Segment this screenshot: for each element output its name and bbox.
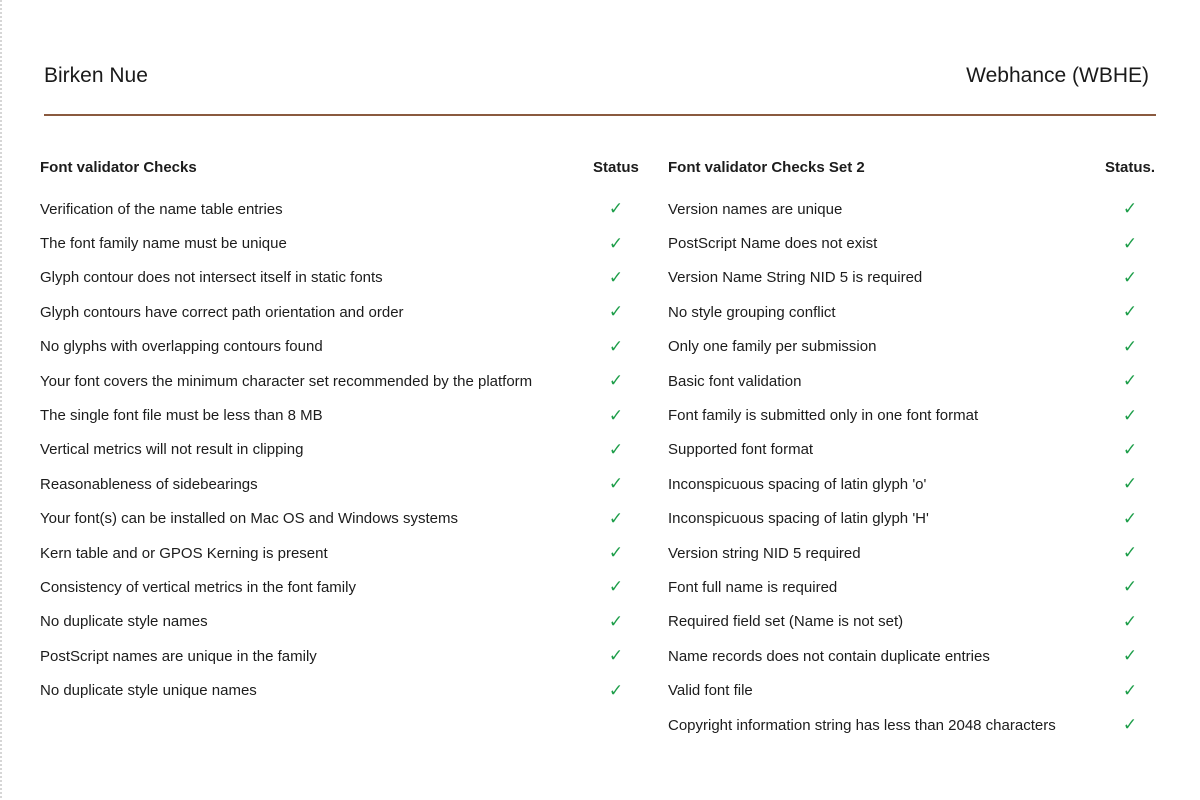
- checkmark-icon: ✓: [1122, 646, 1138, 666]
- right-check-row: [668, 364, 1162, 398]
- left-check-row: [40, 398, 645, 432]
- right-check-row: [668, 192, 1162, 226]
- left-check-row: [40, 605, 645, 639]
- checkmark-icon: ✓: [608, 371, 624, 391]
- left-check-row: [40, 295, 645, 329]
- checkmark-icon: ✓: [1122, 543, 1138, 563]
- left-check-row: [40, 536, 645, 570]
- checkmark-icon: ✓: [608, 336, 624, 356]
- left-checks-table: [40, 150, 645, 708]
- page-edge: [0, 0, 2, 800]
- check-label: PostScript names are unique in the family: [40, 647, 317, 665]
- check-label: Version names are unique: [668, 200, 843, 218]
- checkmark-icon: ✓: [1122, 611, 1138, 631]
- left-check-row: [40, 364, 645, 398]
- check-label: Vertical metrics will not result in clipping: [40, 441, 304, 459]
- right-checks-table: [668, 150, 1162, 742]
- checkmark-icon: ✓: [608, 474, 624, 494]
- check-label: Basic font validation: [668, 372, 802, 390]
- checkmark-icon: ✓: [608, 543, 624, 563]
- check-label: Version Name String NID 5 is required: [668, 269, 923, 287]
- checkmark-icon: ✓: [1122, 233, 1138, 253]
- check-label: Kern table and or GPOS Kerning is present: [40, 544, 328, 562]
- check-label: Font full name is required: [668, 578, 838, 596]
- checkmark-icon: ✓: [608, 508, 624, 528]
- font-name-title: Birken Nue: [44, 64, 148, 87]
- right-check-row: [668, 570, 1162, 604]
- check-label: Consistency of vertical metrics in the font family: [40, 578, 356, 596]
- check-label: Glyph contour does not intersect itself in static fonts: [40, 269, 383, 287]
- check-label: The font family name must be unique: [40, 235, 287, 253]
- check-label: Your font covers the minimum character set recommended by the platform: [40, 372, 533, 390]
- right-check-row: [668, 261, 1162, 295]
- left-check-row: [40, 639, 645, 673]
- right-check-row: [668, 708, 1162, 742]
- left-check-row: [40, 433, 645, 467]
- left-check-row: [40, 502, 645, 536]
- check-label: No style grouping conflict: [668, 303, 836, 321]
- check-label: Reasonableness of sidebearings: [40, 475, 258, 493]
- checkmark-icon: ✓: [1122, 577, 1138, 597]
- check-label: PostScript Name does not exist: [668, 235, 878, 253]
- checkmark-icon: ✓: [608, 405, 624, 425]
- check-label: The single font file must be less than 8 MB: [40, 407, 323, 425]
- checkmark-icon: ✓: [608, 646, 624, 666]
- left-table-rows: [40, 192, 645, 708]
- header-divider: [44, 114, 1156, 116]
- left-check-row: [40, 261, 645, 295]
- left-check-row: [40, 570, 645, 604]
- checkmark-icon: ✓: [1122, 199, 1138, 219]
- left-check-row: [40, 673, 645, 707]
- check-label: No duplicate style names: [40, 613, 208, 631]
- left-table-title: Font validator Checks: [40, 158, 197, 176]
- right-check-row: [668, 330, 1162, 364]
- right-check-row: [668, 295, 1162, 329]
- right-check-row: [668, 467, 1162, 501]
- right-check-row: [668, 605, 1162, 639]
- checkmark-icon: ✓: [1122, 267, 1138, 287]
- check-label: Name records does not contain duplicate entries: [668, 647, 990, 665]
- right-check-row: [668, 502, 1162, 536]
- checkmark-icon: ✓: [1122, 336, 1138, 356]
- checkmark-icon: ✓: [608, 611, 624, 631]
- check-label: Verification of the name table entries: [40, 200, 283, 218]
- right-check-row: [668, 639, 1162, 673]
- checkmark-icon: ✓: [608, 680, 624, 700]
- header-gap: [40, 184, 645, 192]
- check-label: Glyph contours have correct path orientation and order: [40, 303, 404, 321]
- right-check-row: [668, 673, 1162, 707]
- right-table-title: Font validator Checks Set 2: [668, 158, 865, 176]
- checkmark-icon: ✓: [1122, 680, 1138, 700]
- checkmark-icon: ✓: [608, 577, 624, 597]
- right-check-row: [668, 433, 1162, 467]
- left-check-row: [40, 330, 645, 364]
- check-label: Inconspicuous spacing of latin glyph 'o': [668, 475, 927, 493]
- left-check-row: [40, 192, 645, 226]
- left-status-header: Status: [593, 158, 639, 176]
- checkmark-icon: ✓: [1122, 474, 1138, 494]
- checkmark-icon: ✓: [1122, 439, 1138, 459]
- right-check-row: [668, 398, 1162, 432]
- right-table-rows: [668, 192, 1162, 742]
- checkmark-icon: ✓: [1122, 302, 1138, 322]
- check-label: Inconspicuous spacing of latin glyph 'H': [668, 510, 929, 528]
- check-label: Only one family per submission: [668, 338, 877, 356]
- checkmark-icon: ✓: [608, 439, 624, 459]
- left-check-row: [40, 467, 645, 501]
- check-label: Copyright information string has less than 2048 characters: [668, 716, 1056, 734]
- check-label: No duplicate style unique names: [40, 682, 257, 700]
- right-check-row: [668, 536, 1162, 570]
- check-label: Your font(s) can be installed on Mac OS and Windows systems: [40, 510, 458, 528]
- left-table-header: [40, 150, 645, 184]
- checkmark-icon: ✓: [1122, 405, 1138, 425]
- right-status-header: Status.: [1105, 158, 1156, 176]
- checkmark-icon: ✓: [1122, 371, 1138, 391]
- check-label: Valid font file: [668, 682, 753, 700]
- foundry-name: Webhance (WBHE): [966, 64, 1149, 87]
- check-label: Required field set (Name is not set): [668, 613, 904, 631]
- checkmark-icon: ✓: [608, 233, 624, 253]
- checkmark-icon: ✓: [1122, 715, 1138, 735]
- checkmark-icon: ✓: [608, 267, 624, 287]
- check-label: Version string NID 5 required: [668, 544, 861, 562]
- checkmark-icon: ✓: [608, 199, 624, 219]
- checkmark-icon: ✓: [608, 302, 624, 322]
- check-label: Supported font format: [668, 441, 814, 459]
- check-label: Font family is submitted only in one font format: [668, 407, 979, 425]
- left-check-row: [40, 226, 645, 260]
- checkmark-icon: ✓: [1122, 508, 1138, 528]
- check-label: No glyphs with overlapping contours found: [40, 338, 323, 356]
- right-table-header: [668, 150, 1162, 184]
- header-gap: [668, 184, 1162, 192]
- right-check-row: [668, 226, 1162, 260]
